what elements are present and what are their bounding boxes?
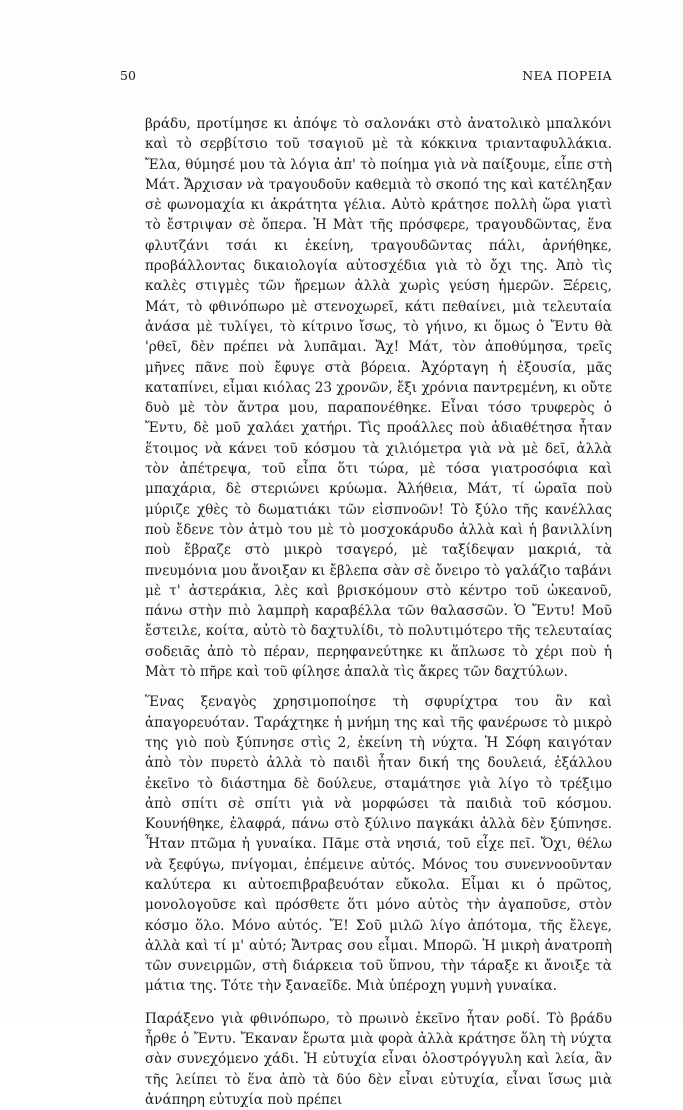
paragraph-3: Παράξενο γιὰ φθινόπωρο, τὸ πρωινὸ ἐκεῖνο ἦταν ροδί. Τὸ βράδυ ἦρθε ὁ Ἔντυ. Ἔκαναν ἔρωτα μιὰ φορὰ ἀλλὰ κράτησε ὅλη τὴ νύχτα σὰν συνεχόμενο χάδι. Ἡ εὐτυχία εἶναι ὁλοστρόγγυλη καὶ λεία, ἂν τῆς λείπει τὸ ἕνα ἀπὸ τὰ δύο δὲν εἶναι εὐτυχία, εἶναι ἴσως μιὰ ἀνάπηρη εὐτυχία ποὺ πρέπει xyxy=(145,1010,612,1108)
paragraph-2: Ἕνας ξεναγὸς χρησιμοποίησε τὴ σφυρίχτρα του ἂν καὶ ἀπαγορευόταν. Ταράχτηκε ἡ μνήμη της καὶ τῆς φανέρωσε τὸ μικρὸ της γιὸ ποὺ ξύπνησε στὶς 2, ἐκείνη τὴ νύχτα. Ἡ Σόφη καιγόταν ἀπὸ τὸν πυρετὸ ἀλλὰ τὸ παιδὶ ἦταν δική της δουλειά, ἐξάλλου ἐκεῖνο τὸ διάστημα δὲ δούλευε, σταμάτησε γιὰ λίγο τὸ τρέξιμο ἀπὸ σπίτι σὲ σπίτι γιὰ νὰ μορφώσει τὰ παιδιὰ τοῦ κόσμου. Κουνήθηκε, ἐλαφρά, πάνω στὸ ξύλινο παγκάκι ἀλλὰ δὲν ξύπνησε. Ἦταν πτῶμα ἡ γυναίκα. Πᾶμε στὰ νησιά, τοῦ εἶχε πεῖ. Ὄχι, θέλω νὰ ξεφύγω, πνίγομαι, ἐπέμεινε αὐτός. Μόνος του συνεννοοῦνταν καλύτερα κι αὐτοεπιβραβευόταν εὔκολα. Εἶμαι κι ὁ πρῶτος, μονολογοῦσε καὶ πρόσθετε ὅτι μόνο αὐτὸς τὴν ἀγαποῦσε, στὸν κόσμο ὅλο. Μόνο αὐτός. Ἔ! Σοῦ μιλῶ λίγο ἀπότομα, τῆς ἔλεγε, ἀλλὰ καὶ τί μ' αὐτό; Ἄντρας σου εἶμαι. Μπορῶ. Ἡ μικρὴ ἀνατροπὴ τῶν συνειρμῶν, στὴ διάρκεια τοῦ ὕπνου, τὴν τάραξε κι ἄνοιξε τὰ μάτια της. Τότε τὴν ξαναεῖδε. Μιὰ ὑπέροχη γυμνὴ γυναίκα. xyxy=(145,694,612,995)
page-header xyxy=(120,68,612,86)
running-title: ΝΕΑ ΠΟΡΕΙΑ xyxy=(522,68,612,83)
paragraph-1: βράδυ, προτίμησε κι ἀπόψε τὸ σαλονάκι στὸ ἀνατολικὸ μπαλκόνι καὶ τὸ σερβίτσιο τοῦ τσαγιοῦ μὲ τὰ κόκκινα τριανταφυλλάκια. Ἔλα, θύμησέ μου τὰ λόγια ἀπ' τὸ ποίημα γιὰ νὰ παίξουμε, εἶπε στὴ Μάτ. Ἄρχισαν νὰ τραγουδοῦν καθεμιὰ τὸ σκοπό της καὶ κατέληξαν σὲ φωνομαχία κι ἀκράτητα γέλια. Αὐτὸ κράτησε πολλὴ ὥρα γιατὶ τὸ ἔστριψαν σὲ ὄπερα. Ἡ Μὰτ τῆς πρόσφερε, τραγουδῶντας, ἕνα φλυτζάνι τσάι κι ἐκείνη, τραγουδῶντας πάλι, ἀρνήθηκε, προβάλλοντας δικαιολογία αὐτοσχέδια γιὰ τὸ ὄχι της. Ἀπὸ τὶς καλὲς στιγμὲς τῶν ἤρεμων ἀλλὰ χωρὶς γεύση ἡμερῶν. Ξέρεις, Μάτ, τὸ φθινόπωρο μὲ στενοχωρεῖ, κάτι πεθαίνει, μιὰ τελευταία ἀνάσα μὲ τυλίγει, τὸ κίτρινο ἴσως, τὸ γήινο, κι ὅμως ὁ Ἔντυ θὰ 'ρθεῖ, δὲν πρέπει νὰ λυπᾶμαι. Ἄχ! Μάτ, τὸν ἀποθύμησα, τρεῖς μῆνες πᾶνε ποὺ ἔφυγε στὰ βόρεια. Ἀχόρταγη ἡ ἐξουσία, μᾶς καταπίνει, εἶμαι κιόλας 23 χρονῶν, ἔξι χρόνια παντρεμένη, κι οὔτε δυὸ μὲ τὸν ἄντρα μου, παραπονέθηκε. Εἶναι τόσο τρυφερὸς ὁ Ἔντυ, δὲ μοῦ χαλάει χατήρι. Τὶς προάλλες ποὺ ἀδιαθέτησα ἦταν ἕτοιμος νὰ κάνει τοῦ κόσμου τὰ χιλιόμετρα γιὰ νὰ μὲ δεῖ, ἀλλὰ τὸν ἀπέτρεψα, τοῦ εἶπα ὅτι τώρα, μὲ τόσα γιατροσόφια καὶ μπαχάρια, δὲ στεριώνει κρύωμα. Ἀλήθεια, Μάτ, τί ὡραῖα ποὺ μύριζε χθὲς τὸ δωματιάκι τῶν εἰσπνοῶν! Τὸ ξύλο τῆς κανέλλας ποὺ ἔδενε τὸν ἀτμὸ του μὲ τὸ μοσχοκάρυδο ἀλλὰ καὶ ἡ βανιλλίνη ποὺ ἔβραζε στὸ μικρὸ τσαγερό, μὲ ταξίδεψαν μακριά, τὰ πνευμόνια μου ἄνοιξαν κι ἔβλεπα σὰν σὲ ὄνειρο τὸ γαλάζιο ταβάνι μὲ τ' ἀστεράκια, λὲς καὶ βρισκόμουν στὸ κέντρο τοῦ ὠκεανοῦ, πάνω στὴν πιὸ λαμπρὴ καραβέλλα τῶν θαλασσῶν. Ὁ Ἔντυ! Μοῦ ἔστειλε, κοίτα, αὐτὸ τὸ δαχτυλίδι, τὸ πολυτιμότερο τῆς τελευταίας σοδειᾶς ἀπὸ τὸ πέραν, περηφανεύτηκε κι ἅπλωσε τὸ χέρι ποὺ ἡ Μὰτ τὸ πῆρε καὶ τοῦ φίλησε ἁπαλὰ τὶς ἄκρες τῶν δαχτύλων. xyxy=(145,116,612,681)
body-text xyxy=(145,114,612,1110)
page-number: 50 xyxy=(120,68,136,83)
